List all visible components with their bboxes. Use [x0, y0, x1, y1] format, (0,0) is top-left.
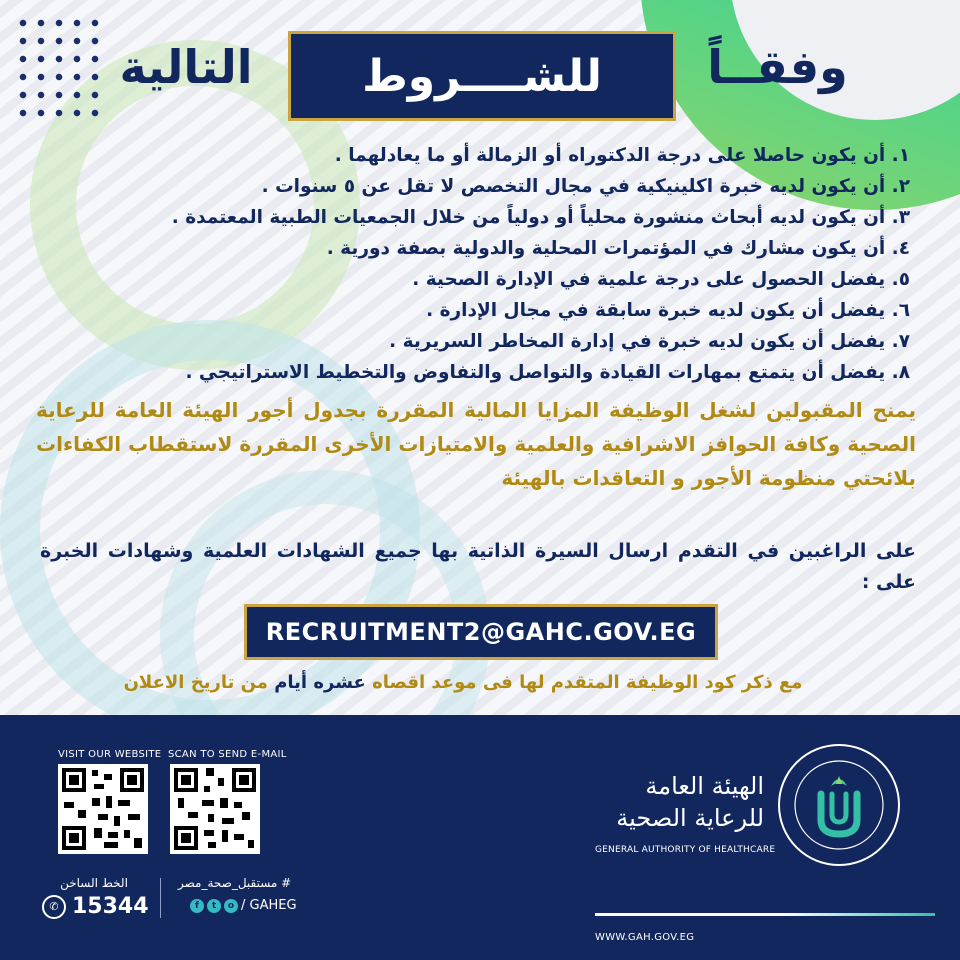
scan-email-label: SCAN TO SEND E-MAIL — [168, 749, 287, 760]
org-name-arabic — [594, 770, 764, 834]
deadline-note-part2: من تاريخ الاعلان — [123, 672, 275, 693]
footer-separator-line — [595, 913, 935, 916]
hotline-label: الخط الساخن — [60, 876, 128, 890]
condition-item: ١. أن يكون حاصلا على درجة الدكتوراه أو الزمالة أو ما يعادلهما . — [334, 145, 910, 166]
condition-item: ٨. يفضل أن يتمتع بمهارات القيادة والتواصل والتفاوض والتخطيط الاستراتيجي . — [185, 362, 910, 383]
title-box-text: للشــــروط — [362, 50, 602, 102]
instagram-icon[interactable]: o — [224, 899, 238, 913]
twitter-icon[interactable]: t — [207, 899, 221, 913]
email-address-link[interactable] — [244, 604, 718, 660]
phone-icon: ✆ — [42, 895, 66, 919]
dot-grid-decoration — [14, 14, 104, 119]
visit-website-label: VISIT OUR WEBSITE — [58, 749, 162, 760]
hotline-number[interactable] — [42, 894, 149, 919]
condition-item: ٢. أن يكون لديه خبرة اكلينيكية في مجال التخصص لا تقل عن ٥ سنوات . — [261, 176, 910, 197]
social-links — [190, 898, 297, 913]
org-name-english: GENERAL AUTHORITY OF HEALTHCARE — [595, 845, 776, 855]
org-name-line1: الهيئة العامة — [645, 772, 764, 800]
hotline-number-text: 15344 — [72, 894, 149, 919]
gahc-logo-icon — [776, 742, 902, 868]
facebook-icon[interactable]: f — [190, 899, 204, 913]
email-text: RECRUITMENT2@GAHC.GOV.EG — [265, 618, 697, 646]
title-box — [288, 31, 676, 121]
condition-item: ٤. أن يكون مشارك في المؤتمرات المحلية والدولية بصفة دورية . — [326, 238, 910, 259]
condition-item: ٣. أن يكون لديه أبحاث منشورة محلياً أو دولياً من خلال الجمعيات الطبية المعتمدة . — [171, 207, 910, 228]
deadline-note-part1: مع ذكر كود الوظيفة المتقدم لها فى موعد اقصاه — [365, 672, 803, 693]
email-qr-code-icon[interactable] — [170, 764, 260, 854]
org-name-line2: للرعاية الصحية — [616, 804, 764, 832]
deadline-emphasis: عشره أيام — [274, 672, 366, 693]
condition-item: ٥. يفضل الحصول على درجة علمية في الإدارة الصحية . — [412, 269, 910, 290]
title-word-left: التالية — [119, 40, 253, 94]
deadline-note — [40, 672, 886, 693]
social-handle: / GAHEG — [241, 898, 297, 913]
hashtag-text: # مستقبل_صحة_مصر — [178, 876, 292, 890]
apply-instructions: على الراغبين في التقدم ارسال السيرة الذاتية بها جميع الشهادات العلمية وشهادات الخبرة على : — [40, 540, 916, 593]
footer-divider — [160, 878, 161, 918]
condition-item: ٧. يفضل أن يكون لديه خبرة في إدارة المخاطر السريرية . — [389, 331, 910, 352]
website-link[interactable]: WWW.GAH.GOV.EG — [595, 932, 695, 943]
condition-item: ٦. يفضل أن يكون لديه خبرة سابقة في مجال الإدارة . — [426, 300, 910, 321]
conditions-list — [80, 140, 910, 388]
benefits-paragraph: يمنح المقبولين لشغل الوظيفة المزايا المالية المقررة بجدول أجور الهيئة العامة للرعاية الصحية وكافة الحوافز الاشرافية والعلمية والامتيازات الأخرى المقررة لاستقطاب الكفاءات بلائحتي منظومة الأجور و التعاقدات بالهيئة — [36, 398, 916, 490]
website-qr-code-icon[interactable] — [58, 764, 148, 854]
title-word-right: وفقــاً — [707, 40, 848, 94]
